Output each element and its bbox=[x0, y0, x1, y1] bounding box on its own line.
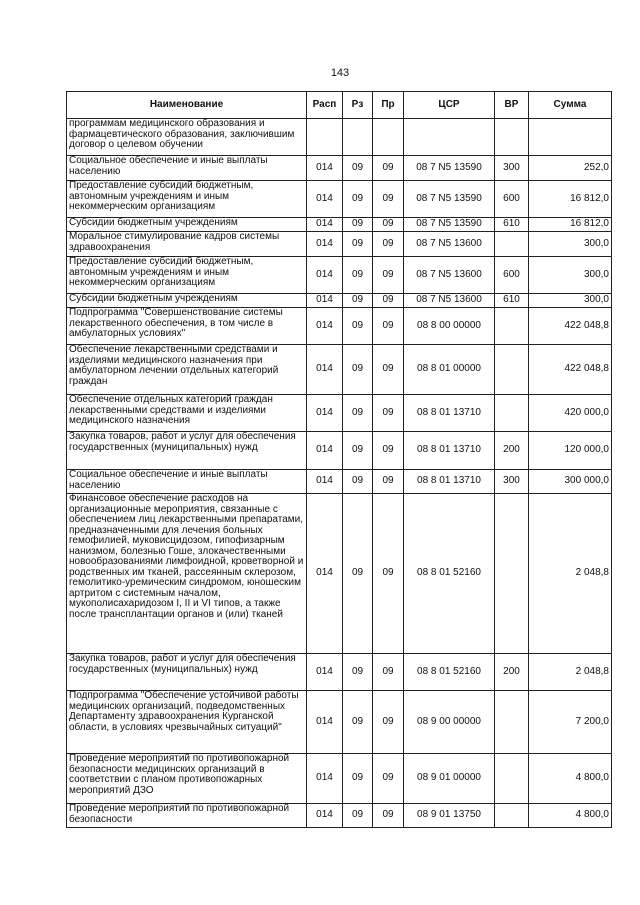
row-name: Подпрограмма "Обеспечение устойчивой работы медицинских организаций, подведомственных Департаменту здравоохранения Курганской области, в условиях чрезвычайных ситуаций" bbox=[67, 691, 307, 754]
row-rz: 09 bbox=[343, 494, 373, 654]
row-csr: 08 8 01 13710 bbox=[404, 395, 495, 432]
row-csr: 08 8 01 52160 bbox=[404, 494, 495, 654]
row-sum bbox=[529, 119, 612, 156]
row-name: Предоставление субсидий бюджетным, автономным учреждениям и иным некоммерческим организациям bbox=[67, 181, 307, 218]
table-row bbox=[67, 395, 612, 432]
row-pr: 09 bbox=[373, 654, 404, 691]
row-csr: 08 9 00 00000 bbox=[404, 691, 495, 754]
row-vr: 600 bbox=[495, 181, 529, 218]
row-vr bbox=[495, 308, 529, 345]
row-rz bbox=[343, 119, 373, 156]
row-rasp: 014 bbox=[307, 218, 343, 232]
row-vr bbox=[495, 119, 529, 156]
row-csr: 08 7 N5 13600 bbox=[404, 257, 495, 294]
row-pr: 09 bbox=[373, 232, 404, 257]
row-pr: 09 bbox=[373, 691, 404, 754]
row-pr: 09 bbox=[373, 218, 404, 232]
table-row bbox=[67, 804, 612, 828]
row-sum: 16 812,0 bbox=[529, 218, 612, 232]
row-pr: 09 bbox=[373, 804, 404, 828]
row-csr: 08 8 01 00000 bbox=[404, 345, 495, 395]
row-csr bbox=[404, 119, 495, 156]
row-rasp: 014 bbox=[307, 754, 343, 804]
row-vr: 300 bbox=[495, 470, 529, 494]
table-row bbox=[67, 432, 612, 470]
row-rz: 09 bbox=[343, 395, 373, 432]
table-row bbox=[67, 654, 612, 691]
row-name: Финансовое обеспечение расходов на организационные мероприятия, связанные с обеспечением лиц лекарственными препаратами, предназначенными для лечения больных гемофилией, муковисцидозом, гипофизарным нанизмом, болезнью Гоше, злокачественными новообразованиями лимфоидной, кроветворной и родственных им тканей, рассеянным склерозом, гемолитико-уремическим синдромом, юношеским артритом с системным началом, мукополисахаридозом I, II и VI типов, а также после трансплантации органов и (или) тканей bbox=[67, 494, 307, 654]
row-csr: 08 7 N5 13590 bbox=[404, 218, 495, 232]
table-row bbox=[67, 494, 612, 654]
row-sum: 252,0 bbox=[529, 156, 612, 181]
row-vr: 200 bbox=[495, 432, 529, 470]
row-name: Социальное обеспечение и иные выплаты населению bbox=[67, 156, 307, 181]
row-vr bbox=[495, 345, 529, 395]
row-rz: 09 bbox=[343, 470, 373, 494]
row-rasp: 014 bbox=[307, 345, 343, 395]
row-rz: 09 bbox=[343, 804, 373, 828]
table-row bbox=[67, 308, 612, 345]
row-csr: 08 8 01 52160 bbox=[404, 654, 495, 691]
column-header-rz: Рз bbox=[343, 92, 373, 119]
table-row bbox=[67, 181, 612, 218]
row-rasp: 014 bbox=[307, 294, 343, 308]
row-rasp: 014 bbox=[307, 494, 343, 654]
row-rz: 09 bbox=[343, 181, 373, 218]
row-sum: 422 048,8 bbox=[529, 308, 612, 345]
row-vr bbox=[495, 232, 529, 257]
table-row bbox=[67, 470, 612, 494]
row-name: Субсидии бюджетным учреждениям bbox=[67, 294, 307, 308]
row-sum: 2 048,8 bbox=[529, 494, 612, 654]
row-rz: 09 bbox=[343, 294, 373, 308]
row-pr: 09 bbox=[373, 181, 404, 218]
column-header-csr: ЦСР bbox=[404, 92, 495, 119]
row-name: Обеспечение лекарственными средствами и изделиями медицинского назначения при амбулаторном лечении отдельных категорий граждан bbox=[67, 345, 307, 395]
table-header-row bbox=[67, 92, 612, 119]
row-sum: 7 200,0 bbox=[529, 691, 612, 754]
row-rasp: 014 bbox=[307, 395, 343, 432]
row-csr: 08 7 N5 13590 bbox=[404, 181, 495, 218]
row-name: Проведение мероприятий по противопожарной безопасности bbox=[67, 804, 307, 828]
row-rasp: 014 bbox=[307, 432, 343, 470]
row-pr: 09 bbox=[373, 257, 404, 294]
row-sum: 422 048,8 bbox=[529, 345, 612, 395]
row-name: Закупка товаров, работ и услуг для обеспечения государственных (муниципальных) нужд bbox=[67, 432, 307, 470]
row-pr: 09 bbox=[373, 432, 404, 470]
row-rasp: 014 bbox=[307, 257, 343, 294]
row-rasp: 014 bbox=[307, 804, 343, 828]
row-rasp: 014 bbox=[307, 470, 343, 494]
column-header-rasp: Расп bbox=[307, 92, 343, 119]
row-csr: 08 7 N5 13600 bbox=[404, 232, 495, 257]
row-rasp: 014 bbox=[307, 308, 343, 345]
row-name: программам медицинского образования и фармацевтического образования, заключившим договор о целевом обучении bbox=[67, 119, 307, 156]
row-sum: 2 048,8 bbox=[529, 654, 612, 691]
row-rz: 09 bbox=[343, 156, 373, 181]
table-row bbox=[67, 218, 612, 232]
row-rasp: 014 bbox=[307, 654, 343, 691]
row-pr: 09 bbox=[373, 494, 404, 654]
row-sum: 300,0 bbox=[529, 257, 612, 294]
table-row bbox=[67, 257, 612, 294]
row-name: Подпрограмма "Совершенствование системы лекарственного обеспечения, в том числе в амбулаторных условиях" bbox=[67, 308, 307, 345]
row-vr bbox=[495, 754, 529, 804]
table-row bbox=[67, 691, 612, 754]
row-rasp: 014 bbox=[307, 156, 343, 181]
row-vr bbox=[495, 494, 529, 654]
row-sum: 300,0 bbox=[529, 232, 612, 257]
row-pr: 09 bbox=[373, 308, 404, 345]
row-sum: 16 812,0 bbox=[529, 181, 612, 218]
column-header-vr: ВР bbox=[495, 92, 529, 119]
row-csr: 08 9 01 13750 bbox=[404, 804, 495, 828]
row-name: Моральное стимулирование кадров системы здравоохранения bbox=[67, 232, 307, 257]
row-sum: 300,0 bbox=[529, 294, 612, 308]
row-vr bbox=[495, 804, 529, 828]
row-csr: 08 8 01 13710 bbox=[404, 470, 495, 494]
table-row bbox=[67, 345, 612, 395]
row-name: Проведение мероприятий по противопожарной безопасности медицинских организаций в соответствии с планом противопожарных мероприятий ДЗО bbox=[67, 754, 307, 804]
row-sum: 420 000,0 bbox=[529, 395, 612, 432]
row-name: Социальное обеспечение и иные выплаты населению bbox=[67, 470, 307, 494]
row-vr: 300 bbox=[495, 156, 529, 181]
table-row bbox=[67, 754, 612, 804]
table-row bbox=[67, 294, 612, 308]
row-csr: 08 7 N5 13590 bbox=[404, 156, 495, 181]
table-row bbox=[67, 156, 612, 181]
row-sum: 120 000,0 bbox=[529, 432, 612, 470]
row-vr bbox=[495, 691, 529, 754]
row-rz: 09 bbox=[343, 691, 373, 754]
row-name: Закупка товаров, работ и услуг для обеспечения государственных (муниципальных) нужд bbox=[67, 654, 307, 691]
row-vr: 610 bbox=[495, 218, 529, 232]
row-rasp: 014 bbox=[307, 691, 343, 754]
row-csr: 08 9 01 00000 bbox=[404, 754, 495, 804]
row-pr: 09 bbox=[373, 156, 404, 181]
row-csr: 08 7 N5 13600 bbox=[404, 294, 495, 308]
row-csr: 08 8 01 13710 bbox=[404, 432, 495, 470]
column-header-pr: Пр bbox=[373, 92, 404, 119]
row-rz: 09 bbox=[343, 308, 373, 345]
row-rz: 09 bbox=[343, 654, 373, 691]
row-rasp: 014 bbox=[307, 181, 343, 218]
row-rasp: 014 bbox=[307, 232, 343, 257]
row-rz: 09 bbox=[343, 432, 373, 470]
column-header-sum: Сумма bbox=[529, 92, 612, 119]
row-pr: 09 bbox=[373, 294, 404, 308]
row-pr: 09 bbox=[373, 345, 404, 395]
row-pr: 09 bbox=[373, 470, 404, 494]
budget-table bbox=[66, 91, 612, 828]
row-name: Обеспечение отдельных категорий граждан лекарственными средствами и изделиями медицинского назначения bbox=[67, 395, 307, 432]
row-vr: 200 bbox=[495, 654, 529, 691]
page-number: 143 bbox=[330, 67, 350, 79]
row-rz: 09 bbox=[343, 345, 373, 395]
row-pr: 09 bbox=[373, 754, 404, 804]
row-vr: 610 bbox=[495, 294, 529, 308]
row-sum: 4 800,0 bbox=[529, 754, 612, 804]
row-rz: 09 bbox=[343, 754, 373, 804]
row-pr bbox=[373, 119, 404, 156]
row-pr: 09 bbox=[373, 395, 404, 432]
row-rz: 09 bbox=[343, 232, 373, 257]
row-sum: 4 800,0 bbox=[529, 804, 612, 828]
row-rz: 09 bbox=[343, 257, 373, 294]
column-header-name: Наименование bbox=[67, 92, 307, 119]
table-row bbox=[67, 119, 612, 156]
table-row bbox=[67, 232, 612, 257]
row-name: Предоставление субсидий бюджетным, автономным учреждениям и иным некоммерческим организациям bbox=[67, 257, 307, 294]
row-rasp bbox=[307, 119, 343, 156]
row-vr bbox=[495, 395, 529, 432]
row-rz: 09 bbox=[343, 218, 373, 232]
row-sum: 300 000,0 bbox=[529, 470, 612, 494]
row-vr: 600 bbox=[495, 257, 529, 294]
row-csr: 08 8 00 00000 bbox=[404, 308, 495, 345]
row-name: Субсидии бюджетным учреждениям bbox=[67, 218, 307, 232]
